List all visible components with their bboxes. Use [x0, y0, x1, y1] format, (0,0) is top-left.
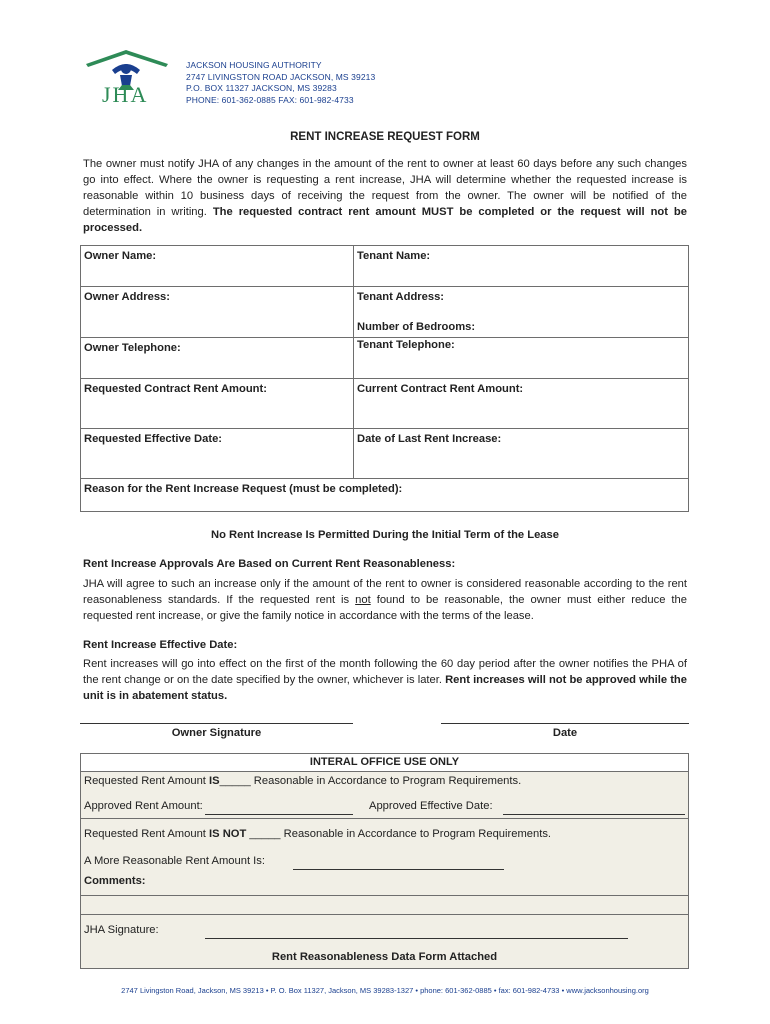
- effective-bold-text: Rent increases will not be approved while the unit is in abatement status.: [83, 674, 687, 702]
- tenant-address-label: Tenant Address:: [357, 291, 445, 303]
- last-increase-label: Date of Last Rent Increase:: [357, 433, 502, 445]
- internal-office-box: [80, 753, 689, 969]
- data-form-attached: Rent Reasonableness Data Form Attached: [271, 951, 498, 963]
- letterhead-line: P.O. BOX 11327 JACKSON, MS 39283: [186, 83, 337, 93]
- reason-label: Reason for the Rent Increase Request (must be completed):: [84, 483, 403, 495]
- owner-address-field[interactable]: [81, 287, 354, 338]
- jha-logo: [82, 48, 172, 106]
- approved-date-label: Approved Effective Date:: [369, 800, 493, 812]
- approved-rent-label: Approved Rent Amount:: [84, 800, 203, 812]
- last-increase-field[interactable]: [354, 429, 689, 479]
- letterhead-address: [186, 60, 375, 106]
- more-reasonable-line[interactable]: [293, 869, 504, 870]
- effective-text: Rent increases will go into effect on the first of the month following the 60 day period after the owner notifies the PHA of the rent change or on the date specified by the owner, whichever is later.: [83, 658, 687, 686]
- tenant-phone-field[interactable]: [354, 338, 689, 379]
- office-text: _____ Reasonable in Accordance to Program Requirements.: [219, 775, 522, 787]
- bedrooms-label: Number of Bedrooms:: [357, 321, 476, 333]
- owner-signature-label: Owner Signature: [171, 727, 262, 739]
- requested-date-label: Requested Effective Date:: [84, 433, 223, 445]
- rent-is-not-reasonable-line: [84, 828, 551, 840]
- current-rent-field[interactable]: [354, 379, 689, 429]
- logo-text: JHA: [102, 82, 149, 107]
- comments-divider: [81, 914, 688, 915]
- effective-date-paragraph: [83, 656, 687, 704]
- approved-rent-line[interactable]: [205, 814, 353, 815]
- tenant-address-field[interactable]: [354, 287, 689, 338]
- approvals-paragraph: [83, 576, 687, 624]
- approvals-not-text: not: [355, 594, 371, 606]
- more-reasonable-label: A More Reasonable Rent Amount Is:: [84, 855, 265, 867]
- requested-rent-label: Requested Contract Rent Amount:: [84, 383, 267, 395]
- office-header: INTERAL OFFICE USE ONLY: [81, 754, 688, 772]
- owner-phone-field[interactable]: [81, 338, 354, 379]
- owner-name-field[interactable]: [81, 246, 354, 287]
- approved-date-line[interactable]: [503, 814, 685, 815]
- owner-signature-line[interactable]: [80, 723, 353, 724]
- intro-bold-text: The requested contract rent amount MUST be completed or the request will not be processed.: [83, 206, 687, 234]
- tenant-name-label: Tenant Name:: [357, 250, 431, 262]
- owner-phone-label: Owner Telephone:: [84, 342, 181, 354]
- tenant-phone-label: Tenant Telephone:: [357, 339, 455, 351]
- initial-term-notice: No Rent Increase Is Permitted During the Initial Term of the Lease: [211, 529, 559, 541]
- owner-address-label: Owner Address:: [84, 291, 170, 303]
- page-footer: 2747 Livingston Road, Jackson, MS 39213 • P. O. Box 11327, Jackson, MS 39283-1327 • phone: 601-362-0885 • fax: 601-982-4733 • www.jacksonhousing.org: [121, 986, 649, 995]
- requested-rent-field[interactable]: [81, 379, 354, 429]
- effective-date-heading: Rent Increase Effective Date:: [83, 639, 238, 651]
- office-text: Requested Rent Amount: [84, 828, 210, 840]
- date-signature-line[interactable]: [441, 723, 689, 724]
- tenant-name-field[interactable]: [354, 246, 689, 287]
- letterhead-line: JACKSON HOUSING AUTHORITY: [186, 60, 322, 70]
- approvals-text: JHA will agree to such an increase only if the amount of the rent to owner is considered reasonable according to the rent reasonableness standards. If the requested rent is: [83, 578, 687, 606]
- approvals-heading: Rent Increase Approvals Are Based on Current Rent Reasonableness:: [83, 558, 456, 570]
- jha-signature-label: JHA Signature:: [84, 924, 159, 936]
- jha-signature-line[interactable]: [205, 938, 628, 939]
- rent-is-reasonable-line: [84, 775, 521, 787]
- requested-date-field[interactable]: [81, 429, 354, 479]
- approvals-text: found to be reasonable, the owner must either reduce the requested rent increase, or give the family notice in accordance with the terms of the lease.: [83, 594, 687, 622]
- office-text: Requested Rent Amount: [84, 775, 210, 787]
- office-bold-text: IS: [209, 775, 220, 787]
- comments-label: Comments:: [84, 875, 146, 887]
- intro-paragraph: [83, 156, 687, 236]
- owner-name-label: Owner Name:: [84, 250, 157, 262]
- letterhead-line: 2747 LIVINGSTON ROAD JACKSON, MS 39213: [186, 71, 376, 82]
- comments-divider: [81, 895, 688, 896]
- letterhead-line: PHONE: 601-362-0885 FAX: 601-982-4733: [186, 94, 354, 105]
- date-label: Date: [552, 727, 578, 739]
- office-bold-text: IS NOT: [209, 828, 247, 840]
- form-title: RENT INCREASE REQUEST FORM: [290, 131, 480, 143]
- office-divider: [81, 818, 688, 819]
- current-rent-label: Current Contract Rent Amount:: [357, 383, 524, 395]
- request-form-table: [80, 245, 689, 512]
- intro-text: The owner must notify JHA of any changes in the amount of the rent to owner at least 60 days before any such changes go into effect. Where the owner is requesting a rent increase, JHA will determine whether the requested increase is reasonable within 10 business days of receiving the request from the owner. The owner will be notified of the determination in writing.: [83, 158, 687, 218]
- office-text: _____ Reasonable in Accordance to Program Requirements.: [246, 828, 552, 840]
- reason-field[interactable]: [81, 479, 689, 512]
